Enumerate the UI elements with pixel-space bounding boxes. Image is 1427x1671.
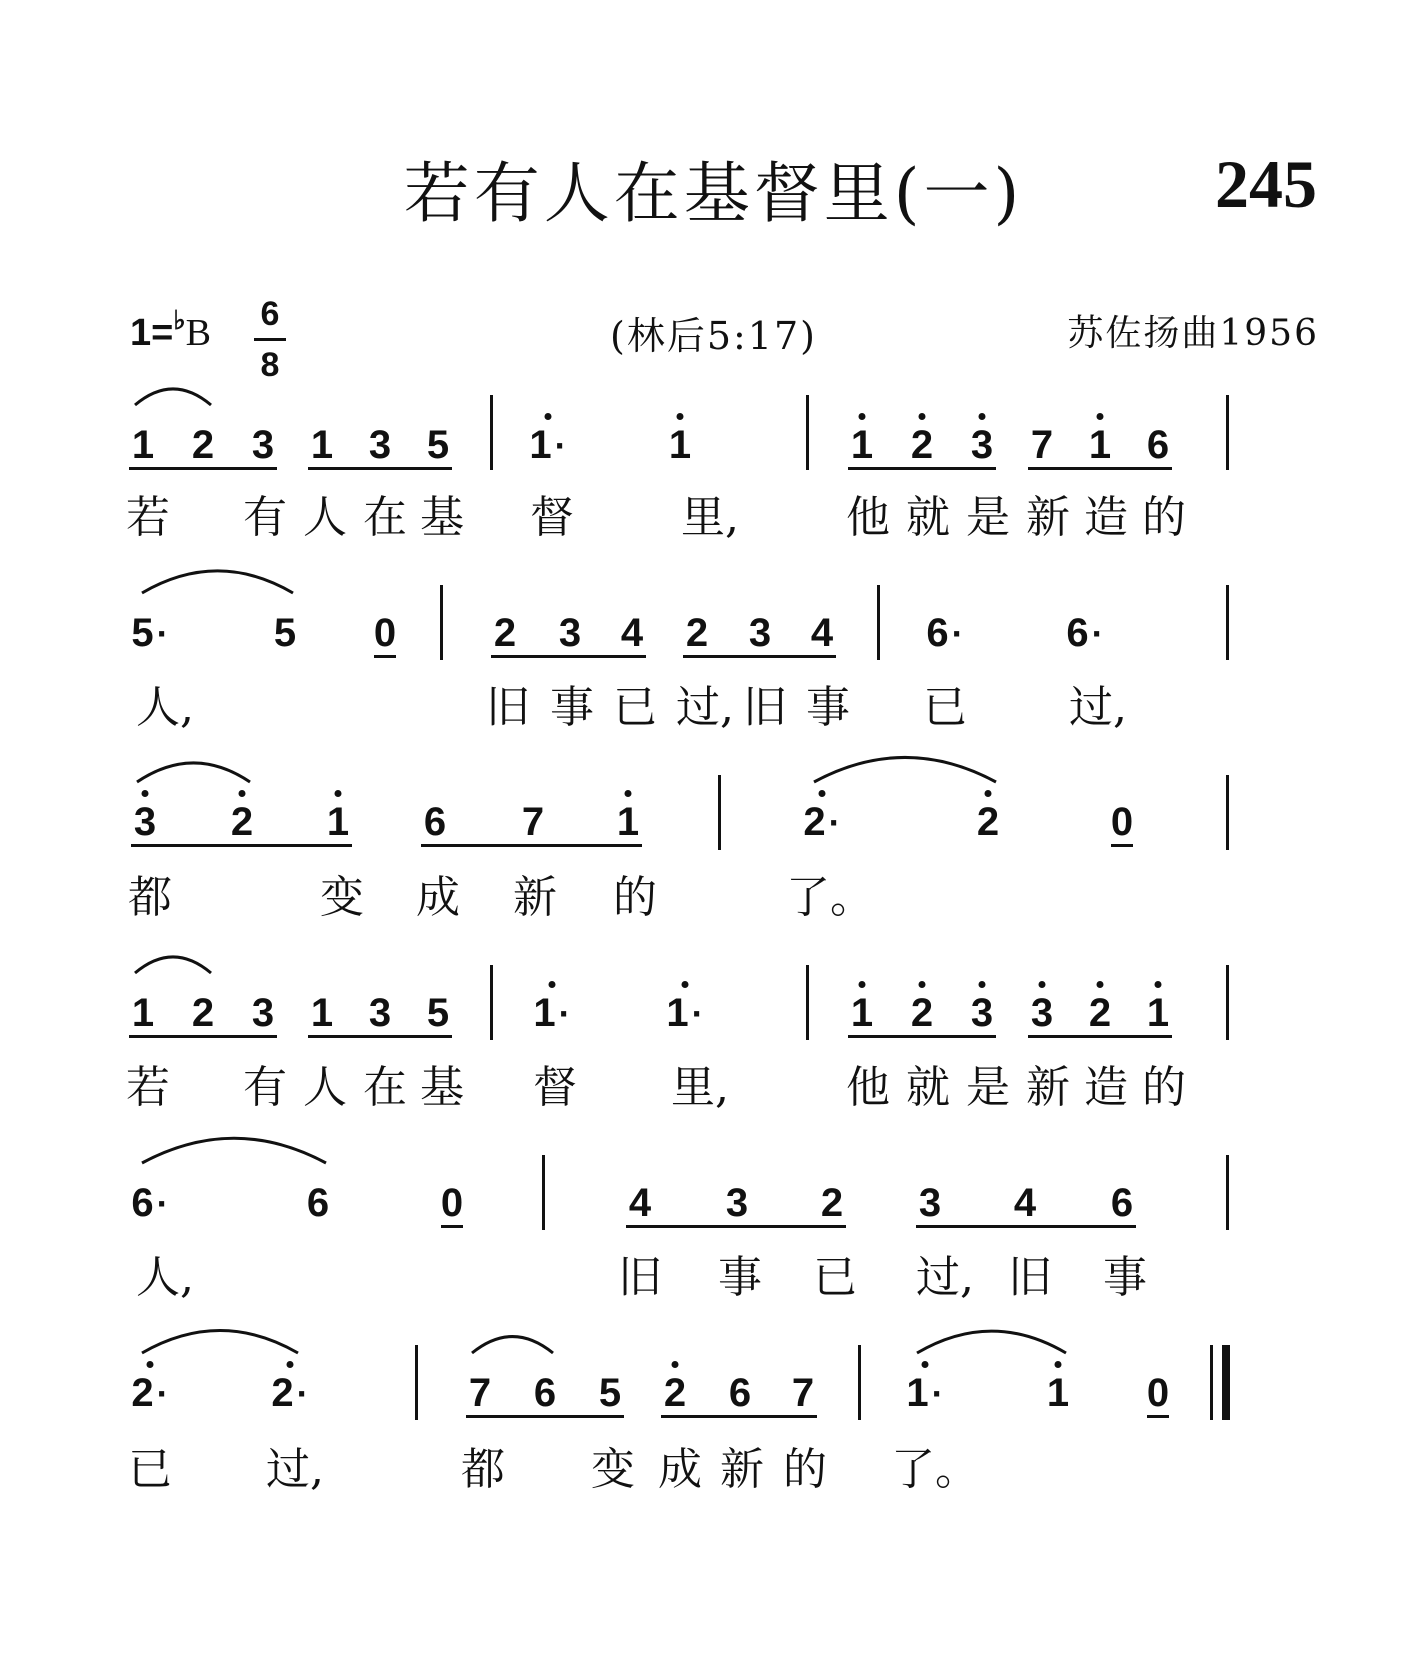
octave-dot	[922, 1361, 929, 1368]
lyric-syllable: 已	[128, 1444, 172, 1495]
lyric-syllable: 的	[1142, 492, 1186, 543]
barline	[718, 775, 721, 850]
octave-dot	[549, 981, 556, 988]
music-note	[427, 993, 449, 1033]
music-note	[559, 613, 581, 653]
lyric-syllable: 变	[320, 872, 364, 923]
octave-dot	[919, 413, 926, 420]
lyric-syllable: 了。	[891, 1444, 979, 1495]
note-digit: 1	[1088, 423, 1112, 467]
augmentation-dot: ·	[156, 613, 169, 654]
note-digit: 3	[970, 423, 994, 467]
note-digit: 3	[725, 1181, 749, 1225]
beam-line	[1028, 467, 1172, 470]
lyric-syllable: 事	[550, 682, 594, 733]
note-digit: 6	[1146, 423, 1170, 467]
note-digit: 1	[666, 991, 689, 1035]
beam-line	[129, 1035, 277, 1038]
music-note	[274, 613, 296, 653]
music-note	[906, 1373, 943, 1413]
octave-dot	[545, 413, 552, 420]
octave-dot	[625, 790, 632, 797]
note-digit: 2	[230, 800, 254, 844]
note-digit: 3	[368, 423, 392, 467]
rest-note	[441, 1183, 463, 1223]
music-note	[424, 802, 446, 842]
music-note	[726, 1183, 748, 1223]
barline	[806, 395, 809, 470]
barline	[858, 1345, 861, 1420]
augmentation-dot: ·	[156, 1183, 169, 1224]
page-number: 245	[1215, 146, 1317, 222]
music-note	[851, 425, 873, 465]
beam-line	[626, 1225, 846, 1228]
music-note	[307, 1183, 329, 1223]
note-digit: 7	[468, 1371, 492, 1415]
augmentation-dot: ·	[691, 993, 704, 1034]
lyric-syllable: 已	[813, 1252, 857, 1303]
lyric-syllable: 督	[530, 492, 574, 543]
lyric-syllable: 新	[720, 1444, 764, 1495]
music-note	[686, 613, 708, 653]
music-note	[811, 613, 833, 653]
time-signature	[250, 290, 290, 389]
rest-note	[1111, 802, 1133, 842]
lyric-syllable: 过,	[916, 1252, 974, 1303]
key-note: B	[185, 312, 211, 354]
lyric-syllable: 人,	[136, 682, 194, 733]
augmentation-dot: ·	[1091, 613, 1104, 654]
lyric-syllable: 就	[906, 1062, 950, 1113]
augmentation-dot: ·	[296, 1373, 309, 1414]
note-digit: 7	[791, 1371, 815, 1415]
rest-note	[374, 613, 396, 653]
octave-dot	[335, 790, 342, 797]
music-note	[134, 802, 156, 842]
music-note	[529, 425, 566, 465]
note-digit: 4	[628, 1181, 652, 1225]
note-digit: 2	[976, 800, 1000, 844]
music-note	[469, 1373, 491, 1413]
lyric-syllable: 已	[613, 682, 657, 733]
lyric-syllable: 人	[303, 1062, 347, 1113]
note-digit: 2	[910, 423, 934, 467]
note-digit: 1	[310, 991, 334, 1035]
note-digit: 5	[598, 1371, 622, 1415]
beam-line	[661, 1415, 817, 1418]
lyric-syllable: 就	[906, 492, 950, 543]
octave-dot	[1097, 981, 1104, 988]
lyric-syllable: 是	[966, 1062, 1010, 1113]
key-prefix: 1=	[130, 312, 174, 354]
barline	[877, 585, 880, 660]
music-note	[1089, 993, 1111, 1033]
beam-line	[466, 1415, 624, 1418]
note-digit: 2	[191, 991, 215, 1035]
key-signature	[130, 305, 211, 355]
octave-dot	[919, 981, 926, 988]
note-digit: 2	[131, 1371, 154, 1415]
note-digit: 4	[810, 611, 834, 655]
lyric-syllable: 人,	[136, 1252, 194, 1303]
note-digit: 2	[685, 611, 709, 655]
note-digit: 3	[251, 991, 275, 1035]
note-digit: 5	[273, 611, 297, 655]
lyric-syllable: 的	[783, 1444, 827, 1495]
barline	[490, 395, 493, 470]
lyric-syllable: 人	[303, 492, 347, 543]
music-note	[192, 993, 214, 1033]
octave-dot	[1039, 981, 1046, 988]
note-digit: 1	[131, 423, 155, 467]
music-note	[971, 425, 993, 465]
octave-dot	[859, 413, 866, 420]
note-digit: 6	[1110, 1181, 1134, 1225]
music-note	[911, 993, 933, 1033]
music-note	[666, 993, 703, 1033]
octave-dot	[147, 1361, 154, 1368]
music-note	[851, 993, 873, 1033]
lyric-syllable: 成	[658, 1444, 702, 1495]
lyric-syllable: 有	[243, 492, 287, 543]
note-digit: 2	[910, 991, 934, 1035]
music-note	[977, 802, 999, 842]
lyric-syllable: 若	[126, 492, 170, 543]
note-digit: 1	[668, 423, 692, 467]
music-note	[252, 425, 274, 465]
beam-line	[1028, 1035, 1172, 1038]
music-note	[1031, 993, 1053, 1033]
music-note	[1047, 1373, 1069, 1413]
beam-line	[916, 1225, 1136, 1228]
music-note	[803, 802, 840, 842]
octave-dot	[859, 981, 866, 988]
octave-dot	[1155, 981, 1162, 988]
music-note	[192, 425, 214, 465]
lyric-syllable: 变	[591, 1444, 635, 1495]
music-note	[792, 1373, 814, 1413]
beam-line	[848, 1035, 996, 1038]
lyric-syllable: 已	[923, 682, 967, 733]
lyric-syllable: 有	[243, 1062, 287, 1113]
music-note	[327, 802, 349, 842]
lyric-syllable: 在	[363, 492, 407, 543]
barline	[1226, 395, 1229, 470]
lyric-syllable: 旧	[618, 1252, 662, 1303]
music-note	[534, 1373, 556, 1413]
music-note	[1014, 1183, 1036, 1223]
music-note	[1066, 613, 1103, 653]
lyric-syllable: 了。	[786, 872, 874, 923]
lyric-syllable: 里,	[671, 1062, 729, 1113]
note-digit: 1	[1146, 991, 1170, 1035]
barline	[490, 965, 493, 1040]
note-digit: 5	[426, 991, 450, 1035]
note-digit: 0	[440, 1181, 464, 1225]
note-digit: 1	[850, 423, 874, 467]
octave-dot	[682, 981, 689, 988]
music-note	[131, 613, 168, 653]
lyric-syllable: 事	[718, 1252, 762, 1303]
octave-dot	[672, 1361, 679, 1368]
music-note	[621, 613, 643, 653]
music-note	[629, 1183, 651, 1223]
note-digit: 3	[970, 991, 994, 1035]
note-digit: 7	[1030, 423, 1054, 467]
note-digit: 1	[131, 991, 155, 1035]
lyric-syllable: 的	[1142, 1062, 1186, 1113]
music-note	[132, 993, 154, 1033]
music-note	[926, 613, 963, 653]
lyric-syllable: 若	[126, 1062, 170, 1113]
octave-dot	[677, 413, 684, 420]
octave-dot	[142, 790, 149, 797]
note-digit: 3	[558, 611, 582, 655]
lyric-syllable: 过,	[676, 682, 734, 733]
note-digit: 6	[926, 611, 949, 655]
final-barline	[1222, 1345, 1230, 1420]
lyric-syllable: 过,	[266, 1444, 324, 1495]
note-digit: 4	[1013, 1181, 1037, 1225]
scripture-reference: (林后5:17)	[610, 314, 817, 358]
note-digit: 2	[663, 1371, 687, 1415]
note-digit: 0	[373, 611, 397, 655]
note-digit: 6	[533, 1371, 557, 1415]
flat-icon: ♭	[173, 305, 186, 335]
music-note	[729, 1373, 751, 1413]
augmentation-dot: ·	[554, 425, 567, 466]
music-note	[131, 1373, 168, 1413]
rest-underline	[374, 655, 396, 658]
time-bottom: 8	[260, 346, 280, 384]
lyric-syllable: 基	[420, 492, 464, 543]
note-digit: 4	[620, 611, 644, 655]
lyric-syllable: 新	[513, 872, 557, 923]
music-note	[919, 1183, 941, 1223]
music-note	[1031, 425, 1053, 465]
rest-underline	[1111, 844, 1133, 847]
barline	[440, 585, 443, 660]
music-note	[617, 802, 639, 842]
note-digit: 5	[426, 423, 450, 467]
lyric-syllable: 的	[613, 872, 657, 923]
slur-arc	[472, 1337, 553, 1353]
music-note	[669, 425, 691, 465]
note-digit: 1	[1046, 1371, 1070, 1415]
music-note	[369, 993, 391, 1033]
beam-line	[683, 655, 836, 658]
note-digit: 1	[616, 800, 640, 844]
lyric-syllable: 造	[1084, 1062, 1128, 1113]
time-top: 6	[260, 295, 280, 333]
note-digit: 2	[803, 800, 826, 844]
augmentation-dot: ·	[156, 1373, 169, 1414]
lyric-syllable: 事	[806, 682, 850, 733]
barline	[415, 1345, 418, 1420]
augmentation-dot: ·	[828, 802, 841, 843]
note-digit: 1	[326, 800, 350, 844]
barline	[1210, 1345, 1213, 1420]
note-digit: 0	[1146, 1371, 1170, 1415]
note-digit: 0	[1110, 800, 1134, 844]
beam-line	[308, 1035, 452, 1038]
note-digit: 1	[310, 423, 334, 467]
augmentation-dot: ·	[931, 1373, 944, 1414]
slur-arc	[814, 757, 996, 782]
music-note	[971, 993, 993, 1033]
music-note	[131, 1183, 168, 1223]
octave-dot	[979, 413, 986, 420]
octave-dot	[819, 790, 826, 797]
music-note	[311, 993, 333, 1033]
note-digit: 1	[529, 423, 552, 467]
slur-arc	[142, 1331, 298, 1353]
lyric-syllable: 成	[416, 872, 460, 923]
lyric-syllable: 过,	[1069, 682, 1127, 733]
octave-dot	[1097, 413, 1104, 420]
music-note	[271, 1373, 308, 1413]
octave-dot	[979, 981, 986, 988]
hymn-title: 若有人在基督里(一)	[403, 155, 1024, 232]
note-digit: 3	[251, 423, 275, 467]
music-note	[1089, 425, 1111, 465]
octave-dot	[287, 1361, 294, 1368]
note-digit: 3	[748, 611, 772, 655]
music-note	[821, 1183, 843, 1223]
octave-dot	[239, 790, 246, 797]
note-digit: 6	[131, 1181, 154, 1225]
rest-underline	[1147, 1415, 1169, 1418]
music-note	[533, 993, 570, 1033]
beam-line	[308, 467, 452, 470]
lyric-syllable: 他	[846, 492, 890, 543]
rest-note	[1147, 1373, 1169, 1413]
music-note	[252, 993, 274, 1033]
note-digit: 6	[306, 1181, 330, 1225]
music-note	[311, 425, 333, 465]
note-digit: 6	[1066, 611, 1089, 655]
beam-line	[131, 844, 352, 847]
music-note	[1147, 425, 1169, 465]
barline	[1226, 775, 1229, 850]
composer-credit: 苏佐扬曲1956	[1067, 313, 1319, 354]
slur-arc	[142, 571, 293, 593]
music-note	[369, 425, 391, 465]
note-digit: 3	[918, 1181, 942, 1225]
note-digit: 2	[1088, 991, 1112, 1035]
music-note	[231, 802, 253, 842]
lyric-syllable: 是	[966, 492, 1010, 543]
barline	[1226, 585, 1229, 660]
note-digit: 1	[906, 1371, 929, 1415]
music-note	[494, 613, 516, 653]
note-digit: 2	[820, 1181, 844, 1225]
barline	[1226, 965, 1229, 1040]
note-digit: 3	[368, 991, 392, 1035]
hymn-title-wrap	[0, 140, 1427, 235]
lyric-syllable: 事	[1103, 1252, 1147, 1303]
lyric-syllable: 旧	[743, 682, 787, 733]
lyric-syllable: 新	[1026, 1062, 1070, 1113]
note-digit: 7	[521, 800, 545, 844]
beam-line	[848, 467, 996, 470]
lyric-syllable: 督	[533, 1062, 577, 1113]
music-note	[911, 425, 933, 465]
slur-arc	[137, 763, 250, 782]
lyric-syllable: 在	[363, 1062, 407, 1113]
music-note	[599, 1373, 621, 1413]
note-digit: 2	[191, 423, 215, 467]
lyric-syllable: 旧	[486, 682, 530, 733]
note-digit: 6	[728, 1371, 752, 1415]
barline	[1226, 1155, 1229, 1230]
note-digit: 1	[850, 991, 874, 1035]
beam-line	[421, 844, 642, 847]
music-note	[749, 613, 771, 653]
note-digit: 3	[133, 800, 157, 844]
lyric-syllable: 基	[420, 1062, 464, 1113]
beam-line	[129, 467, 277, 470]
music-note	[664, 1373, 686, 1413]
music-note	[427, 425, 449, 465]
slur-arc	[135, 389, 211, 405]
slur-arc	[917, 1331, 1066, 1353]
lyric-syllable: 造	[1084, 492, 1128, 543]
music-note	[1111, 1183, 1133, 1223]
lyric-syllable: 他	[846, 1062, 890, 1113]
note-digit: 5	[131, 611, 154, 655]
beam-line	[491, 655, 646, 658]
note-digit: 3	[1030, 991, 1054, 1035]
lyric-syllable: 新	[1026, 492, 1070, 543]
rest-underline	[441, 1225, 463, 1228]
octave-dot	[1055, 1361, 1062, 1368]
note-digit: 6	[423, 800, 447, 844]
lyric-syllable: 都	[461, 1444, 505, 1495]
lyric-syllable: 都	[128, 872, 172, 923]
music-note	[522, 802, 544, 842]
note-digit: 2	[271, 1371, 294, 1415]
octave-dot	[985, 790, 992, 797]
augmentation-dot: ·	[558, 993, 571, 1034]
barline	[806, 965, 809, 1040]
note-digit: 2	[493, 611, 517, 655]
augmentation-dot: ·	[951, 613, 964, 654]
slur-arc	[135, 957, 211, 973]
music-note	[1147, 993, 1169, 1033]
slur-arc	[142, 1138, 326, 1163]
lyric-syllable: 里,	[681, 492, 739, 543]
barline	[542, 1155, 545, 1230]
note-digit: 1	[533, 991, 556, 1035]
lyric-syllable: 旧	[1008, 1252, 1052, 1303]
music-note	[132, 425, 154, 465]
